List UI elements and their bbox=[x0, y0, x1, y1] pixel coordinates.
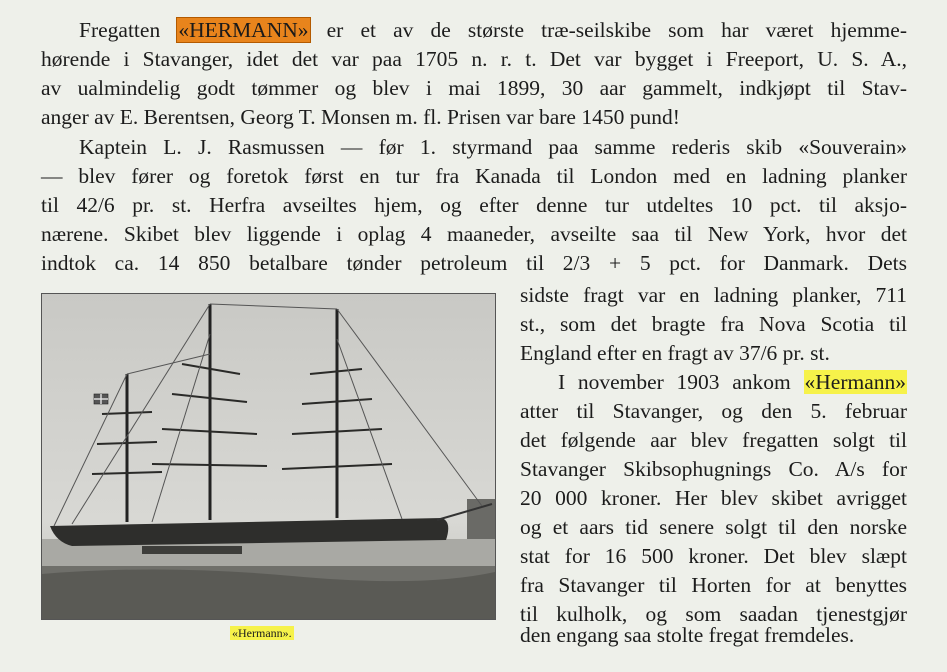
highlight-hermann-orange: «HERMANN» bbox=[178, 18, 309, 42]
column-line-13: den engang saa stolte fregat fremdeles. bbox=[520, 623, 855, 647]
column-line-10: stat for 16 500 kroner. Det blev slæpt bbox=[520, 544, 907, 568]
column-line-1: sidste fragt var en ladning planker, 711 bbox=[520, 283, 907, 307]
paragraph-line-9: indtok ca. 14 850 betalbare tønder petroleum til 2/3 + 5 pct. for Danmark. Dets bbox=[41, 251, 907, 275]
paragraph-line-4: anger av E. Berentsen, Georg T. Monsen m. fl. Prisen var bare 1450 pund! bbox=[41, 105, 680, 129]
photo-caption: «Hermann». bbox=[232, 626, 292, 640]
paragraph-line-6: — blev fører og foretok først en tur fra Kanada til London med en ladning planker bbox=[41, 164, 907, 188]
column-line-12: til kulholk, og som saadan tjenestgjør bbox=[520, 602, 907, 626]
column-line-2: st., som det bragte fra Nova Scotia til bbox=[520, 312, 907, 336]
column-line-11: fra Stavanger til Horten for at benyttes bbox=[520, 573, 907, 597]
paragraph-line-3: av ualmindelig godt tømmer og blev i mai 1899, 30 aar gammelt, indkjøpt til Stav- bbox=[41, 76, 907, 100]
column-line-8: 20 000 kroner. Her blev skibet avrigget bbox=[520, 486, 907, 510]
ship-photograph bbox=[41, 293, 496, 620]
ship-illustration bbox=[42, 294, 495, 619]
paragraph-line-7: til 42/6 pr. st. Herfra avseiltes hjem, og efter denne tur utdeltes 10 pct. til aksjo- bbox=[41, 193, 907, 217]
column-line-7: Stavanger Skibsophugnings Co. A/s for bbox=[520, 457, 907, 481]
column-line-5: atter til Stavanger, og den 5. februar bbox=[520, 399, 907, 423]
column-line-9: og et aars tid senere solgt til den norske bbox=[520, 515, 907, 539]
highlight-hermann-yellow: «Hermann» bbox=[804, 370, 906, 394]
paragraph-line-1: Fregatten «HERMANN» er et av de største træ-seilskibe som har været hjemme- bbox=[79, 18, 907, 42]
paragraph-line-8: nærene. Skibet blev liggende i oplag 4 maaneder, avseilte saa til New York, hvor det bbox=[41, 222, 907, 246]
paragraph-line-2: hørende i Stavanger, idet det var paa 1705 n. r. t. Det var bygget i Freeport, U. S. A., bbox=[41, 47, 907, 71]
column-line-6: det følgende aar blev fregatten solgt til bbox=[520, 428, 907, 452]
paragraph-line-5: Kaptein L. J. Rasmussen — før 1. styrmand paa samme rederis skib «Souverain» bbox=[79, 135, 907, 159]
column-line-4: I november 1903 ankom «Hermann» bbox=[558, 370, 906, 394]
column-line-3: England efter en fragt av 37/6 pr. st. bbox=[520, 341, 830, 365]
